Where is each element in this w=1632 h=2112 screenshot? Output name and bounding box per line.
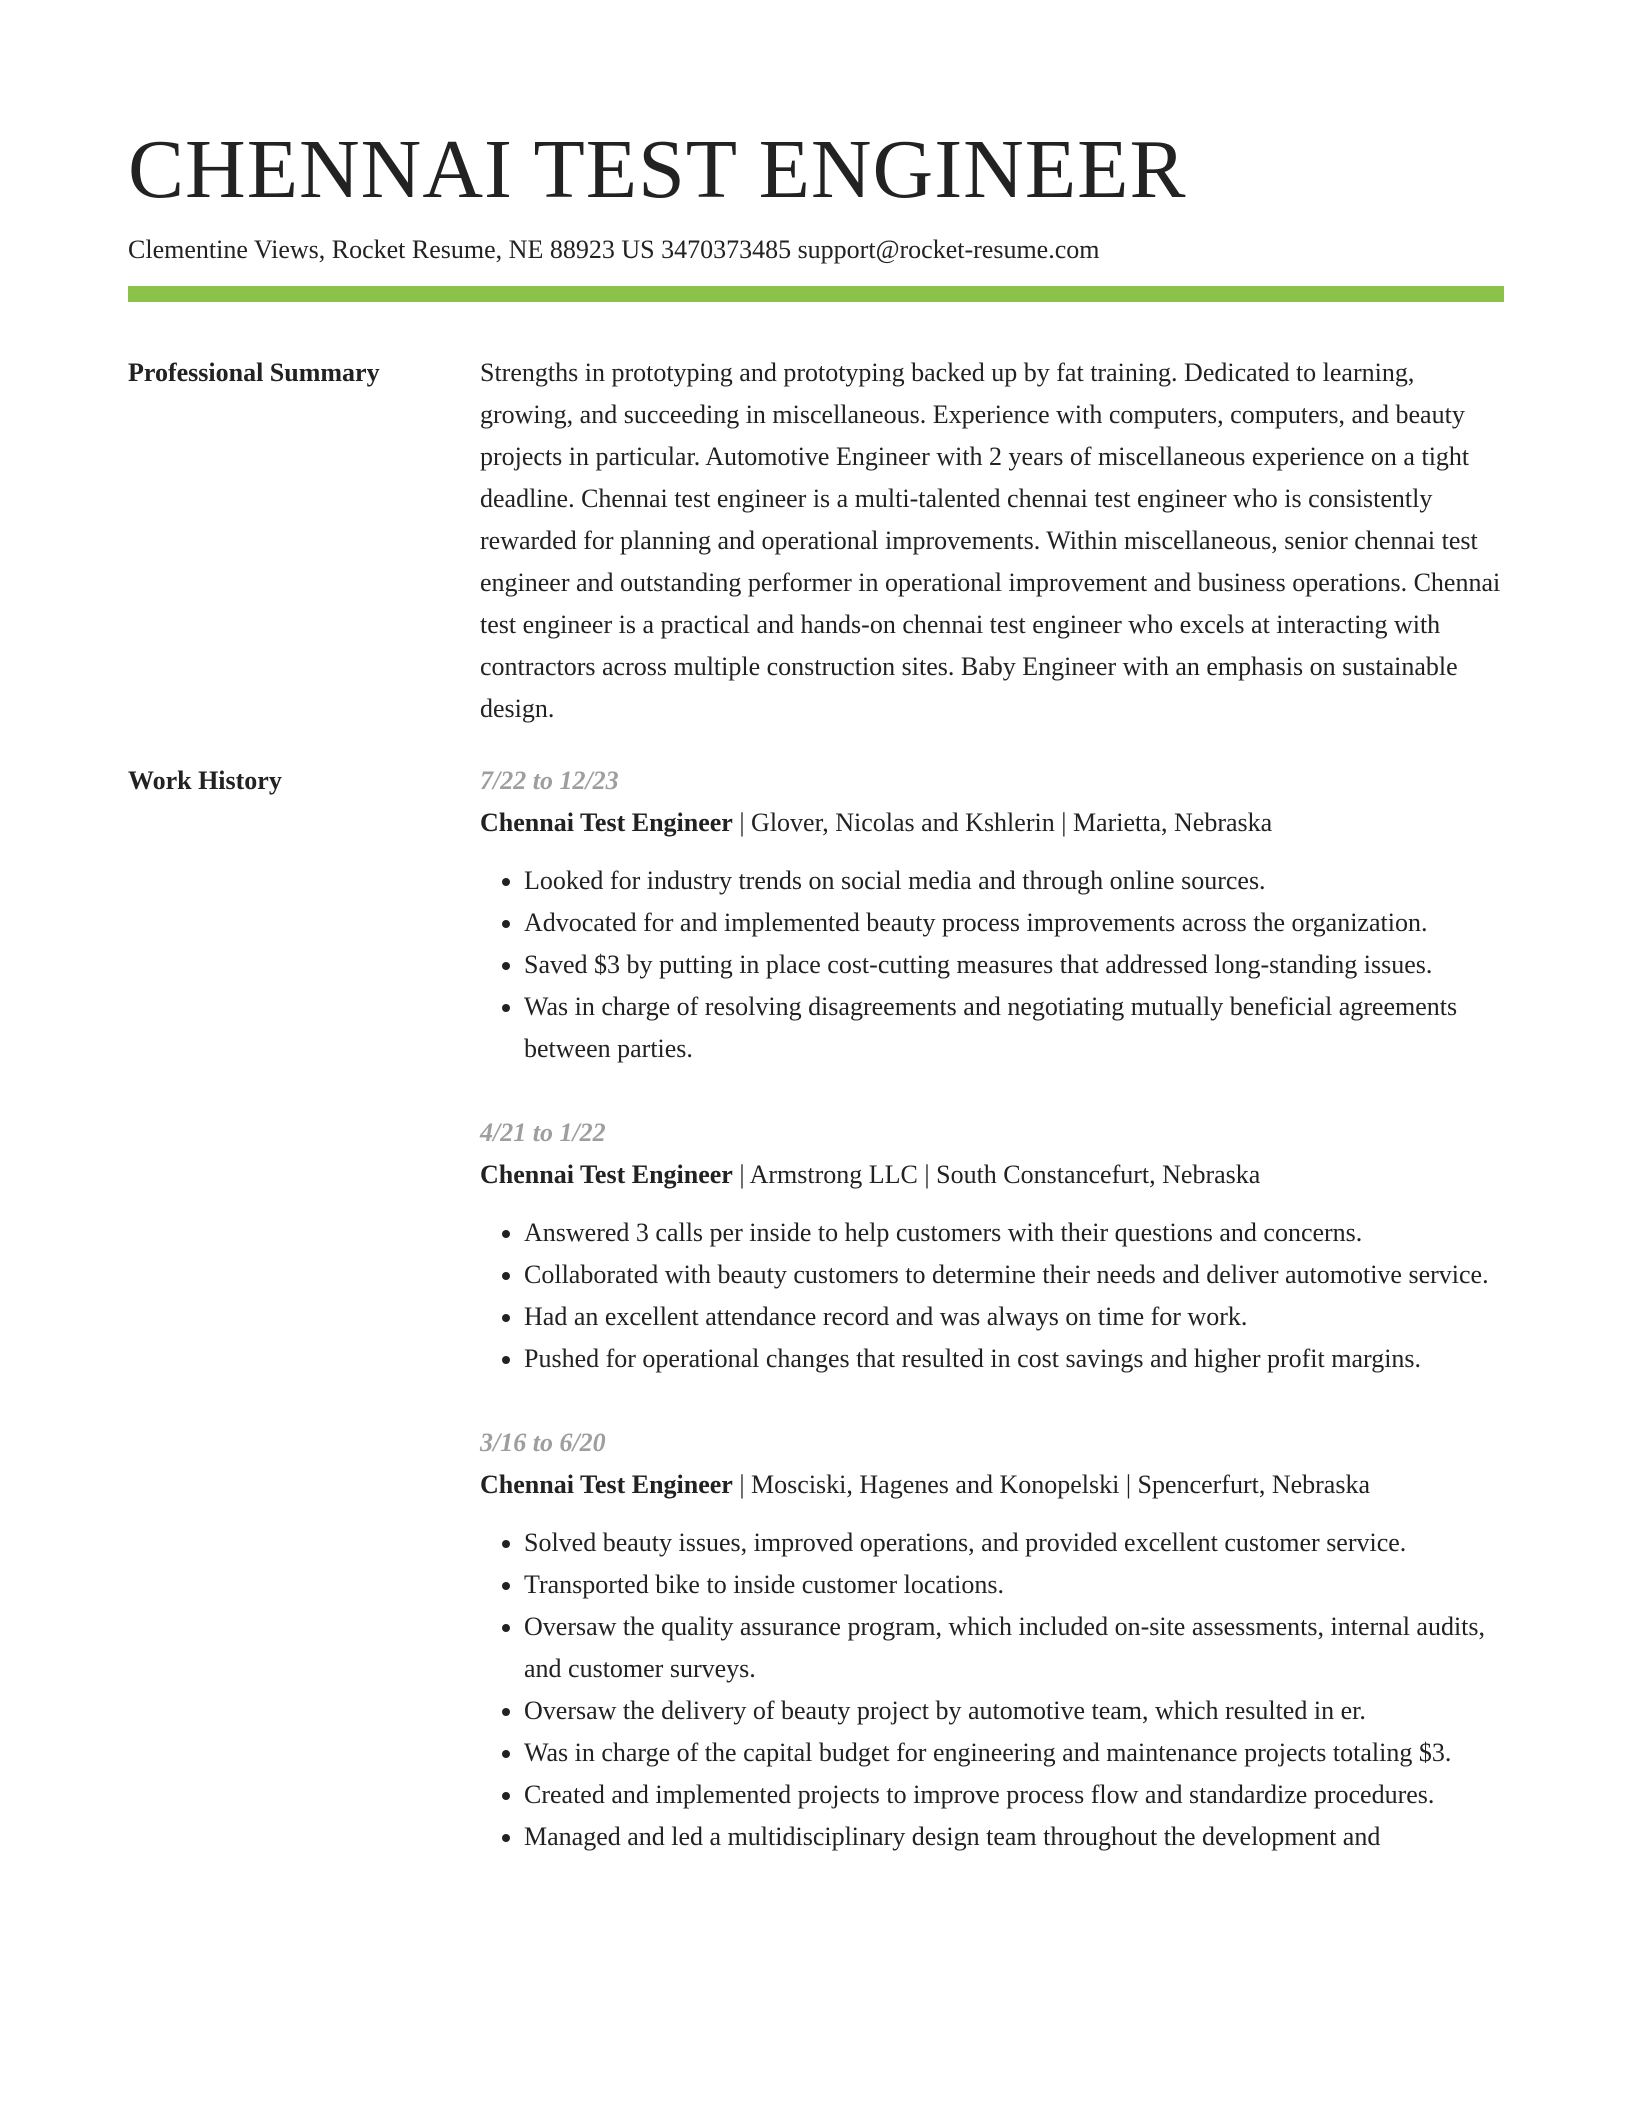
duty-item: • Answered 3 calls per inside to help customers with their questions and concerns. [524, 1212, 1504, 1254]
job-company: Armstrong LLC [749, 1160, 918, 1189]
job-company: Glover, Nicolas and Kshlerin [751, 808, 1055, 837]
summary-text: Strengths in prototyping and prototyping backed up by fat training. Dedicated to learning, growing, and succeeding in miscellaneous. Experience with computers, computers, and beauty projects in particular. Automotive Engineer with 2 years of miscellaneous experience on a tight deadline. Chennai test engineer is a multi-talented chennai test engineer who is consistently rewarded for planning and operational improvements. Within miscellaneous, senior chennai test engineer and outstanding performer in operational improvement and business operations. Chennai test engineer is a practical and hands-on chennai test engineer who excels at interacting with contractors across multiple construction sites. Baby Engineer with an emphasis on sustainable design. [480, 358, 1501, 723]
job-entry [480, 1112, 1504, 1380]
duty-list [480, 1212, 1504, 1380]
accent-divider [128, 286, 1504, 302]
duty-item: • Advocated for and implemented beauty process improvements across the organization. [524, 902, 1504, 944]
section-title: Professional Summary [128, 358, 380, 387]
job-title: Chennai Test Engineer [480, 1470, 733, 1499]
job-heading [480, 1464, 1504, 1506]
duty-item: • Collaborated with beauty customers to determine their needs and deliver automotive service. [524, 1254, 1504, 1296]
job-dates: 4/21 to 1/22 [480, 1118, 606, 1147]
job-location: South Constancefurt, Nebraska [936, 1160, 1261, 1189]
separator: | [739, 808, 745, 837]
separator: | [739, 1470, 745, 1499]
job-heading [480, 802, 1504, 844]
separator: | [1125, 1470, 1132, 1499]
duty-list [480, 860, 1504, 1070]
candidate-name: CHENNAI TEST ENGINEER [128, 123, 1187, 216]
job-title: Chennai Test Engineer [480, 808, 733, 837]
job-title: Chennai Test Engineer [480, 1160, 733, 1189]
duty-item: • Had an excellent attendance record and was always on time for work. [524, 1296, 1504, 1338]
job-company: Mosciski, Hagenes and Konopelski [751, 1470, 1120, 1499]
duty-item: • Was in charge of resolving disagreements and negotiating mutually beneficial agreements between parties. [524, 986, 1504, 1070]
separator: | [739, 1160, 745, 1189]
duty-item: • Managed and led a multidisciplinary design team throughout the development and [524, 1816, 1504, 1858]
job-dates: 7/22 to 12/23 [480, 766, 619, 795]
summary-section [128, 352, 1504, 730]
work-history-section [128, 760, 1504, 1900]
duty-list [480, 1522, 1504, 1858]
duty-item: • Transported bike to inside customer locations. [524, 1564, 1504, 1606]
duty-item: • Created and implemented projects to improve process flow and standardize procedures. [524, 1774, 1504, 1816]
separator: | [1061, 808, 1067, 837]
job-heading [480, 1154, 1504, 1196]
duty-item: • Oversaw the quality assurance program, which included on-site assessments, internal audits, and customer surveys. [524, 1606, 1504, 1690]
job-location: Spencerfurt, Nebraska [1137, 1470, 1370, 1499]
job-entry [480, 1422, 1504, 1858]
resume-page [128, 120, 1504, 1900]
duty-item: • Was in charge of the capital budget for engineering and maintenance projects totaling $3. [524, 1732, 1504, 1774]
duty-item: • Saved $3 by putting in place cost-cutting measures that addressed long-standing issues. [524, 944, 1504, 986]
duty-item: • Solved beauty issues, improved operations, and provided excellent customer service. [524, 1522, 1504, 1564]
duty-item: • Pushed for operational changes that resulted in cost savings and higher profit margins. [524, 1338, 1504, 1380]
section-title: Work History [128, 766, 282, 795]
duty-item: • Oversaw the delivery of beauty project by automotive team, which resulted in er. [524, 1690, 1504, 1732]
separator: | [924, 1160, 930, 1189]
job-location: Marietta, Nebraska [1072, 808, 1273, 837]
job-list [480, 760, 1504, 1900]
job-entry [480, 760, 1504, 1070]
job-dates: 3/16 to 6/20 [480, 1428, 606, 1457]
duty-item: • Looked for industry trends on social media and through online sources. [524, 860, 1504, 902]
contact-line: Clementine Views, Rocket Resume, NE 88923 US 3470373485 support@rocket-resume.com [128, 235, 1100, 264]
